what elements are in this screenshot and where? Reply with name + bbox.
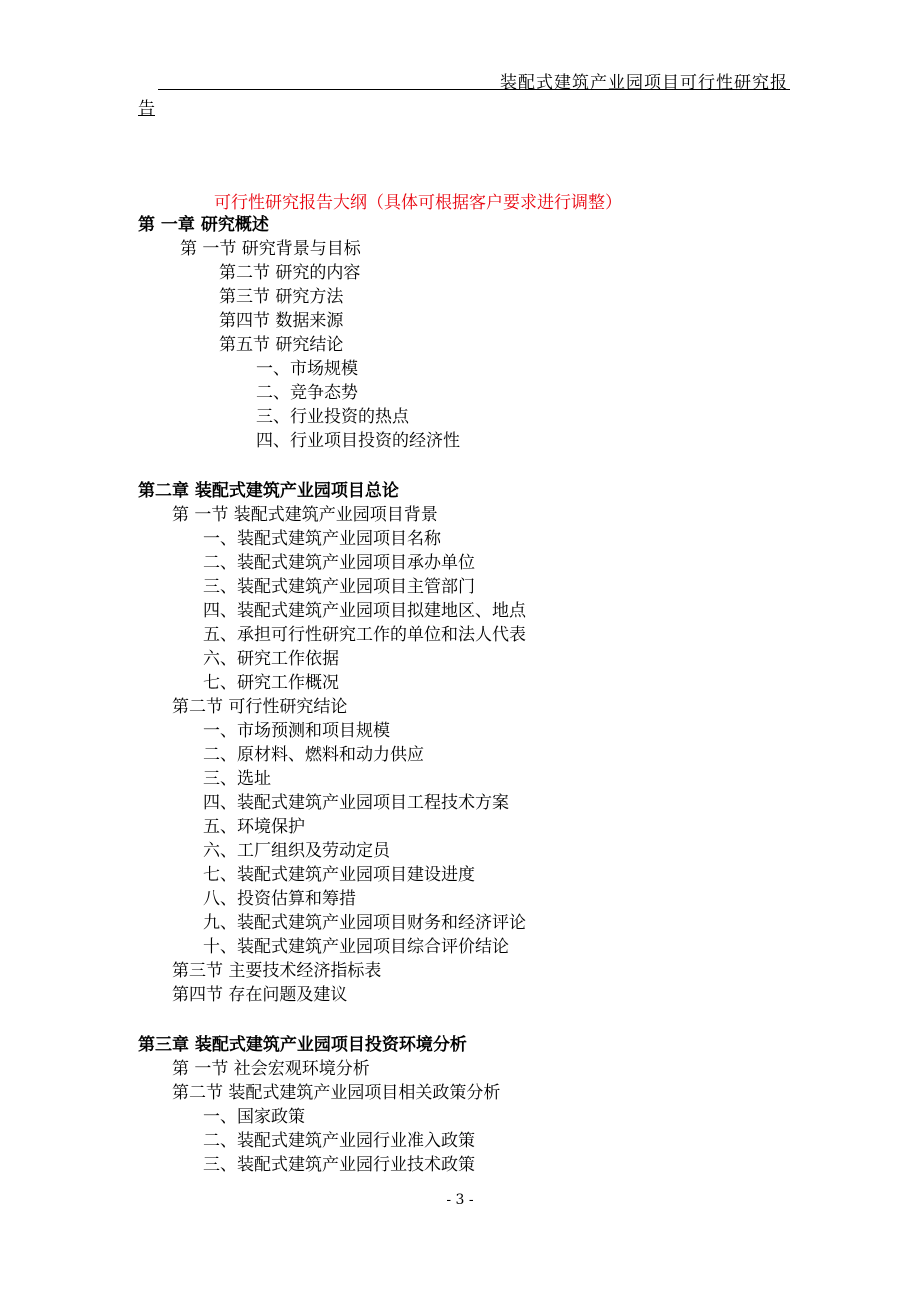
section-1-2: 第二节 研究的内容 (219, 263, 361, 283)
list-item: 二、装配式建筑产业园项目承办单位 (203, 553, 475, 573)
list-item: 六、工厂组织及劳动定员 (203, 841, 390, 861)
chapter-1-title: 第 一章 研究概述 (138, 215, 269, 235)
chapter-2-title: 第二章 装配式建筑产业园项目总论 (138, 481, 399, 501)
section-2-3: 第三节 主要技术经济指标表 (172, 961, 382, 981)
list-item: 六、研究工作依据 (203, 649, 339, 669)
section-3-1: 第 一节 社会宏观环境分析 (172, 1059, 370, 1079)
section-2-1: 第 一节 装配式建筑产业园项目背景 (172, 505, 438, 525)
list-item: 三、选址 (203, 769, 271, 789)
list-item: 三、装配式建筑产业园行业技术政策 (203, 1155, 475, 1175)
list-item: 四、行业项目投资的经济性 (256, 431, 460, 451)
list-item: 三、装配式建筑产业园项目主管部门 (203, 577, 475, 597)
chapter-3-title: 第三章 装配式建筑产业园项目投资环境分析 (138, 1035, 467, 1055)
list-item: 九、装配式建筑产业园项目财务和经济评论 (203, 913, 526, 933)
header-title: 装配式建筑产业园项目可行性研究报 (500, 73, 788, 93)
list-item: 二、竞争态势 (256, 383, 358, 403)
list-item: 五、承担可行性研究工作的单位和法人代表 (203, 625, 526, 645)
list-item: 一、市场预测和项目规模 (203, 721, 390, 741)
header-title-wrap: 告 (138, 99, 155, 119)
section-2-4: 第四节 存在问题及建议 (172, 985, 348, 1005)
list-item: 十、装配式建筑产业园项目综合评价结论 (203, 937, 509, 957)
list-item: 一、国家政策 (203, 1107, 305, 1127)
list-item: 四、装配式建筑产业园项目拟建地区、地点 (203, 601, 526, 621)
section-1-1: 第 一节 研究背景与目标 (180, 239, 361, 259)
section-3-2: 第二节 装配式建筑产业园项目相关政策分析 (172, 1083, 501, 1103)
list-item: 七、装配式建筑产业园项目建设进度 (203, 865, 475, 885)
section-1-3: 第三节 研究方法 (219, 287, 344, 307)
section-1-4: 第四节 数据来源 (219, 311, 344, 331)
list-item: 二、装配式建筑产业园行业准入政策 (203, 1131, 475, 1151)
section-2-2: 第二节 可行性研究结论 (172, 697, 348, 717)
list-item: 四、装配式建筑产业园项目工程技术方案 (203, 793, 509, 813)
list-item: 一、装配式建筑产业园项目名称 (203, 529, 441, 549)
header-rule (158, 89, 790, 90)
list-item: 二、原材料、燃料和动力供应 (203, 745, 424, 765)
section-1-5: 第五节 研究结论 (219, 335, 344, 355)
list-item: 五、环境保护 (203, 817, 305, 837)
list-item: 一、市场规模 (256, 359, 358, 379)
list-item: 三、行业投资的热点 (256, 407, 409, 427)
outline-title: 可行性研究报告大纲（具体可根据客户要求进行调整） (214, 193, 622, 213)
page-number: - 3 - (446, 1192, 474, 1208)
list-item: 七、研究工作概况 (203, 673, 339, 693)
list-item: 八、投资估算和筹措 (203, 889, 356, 909)
